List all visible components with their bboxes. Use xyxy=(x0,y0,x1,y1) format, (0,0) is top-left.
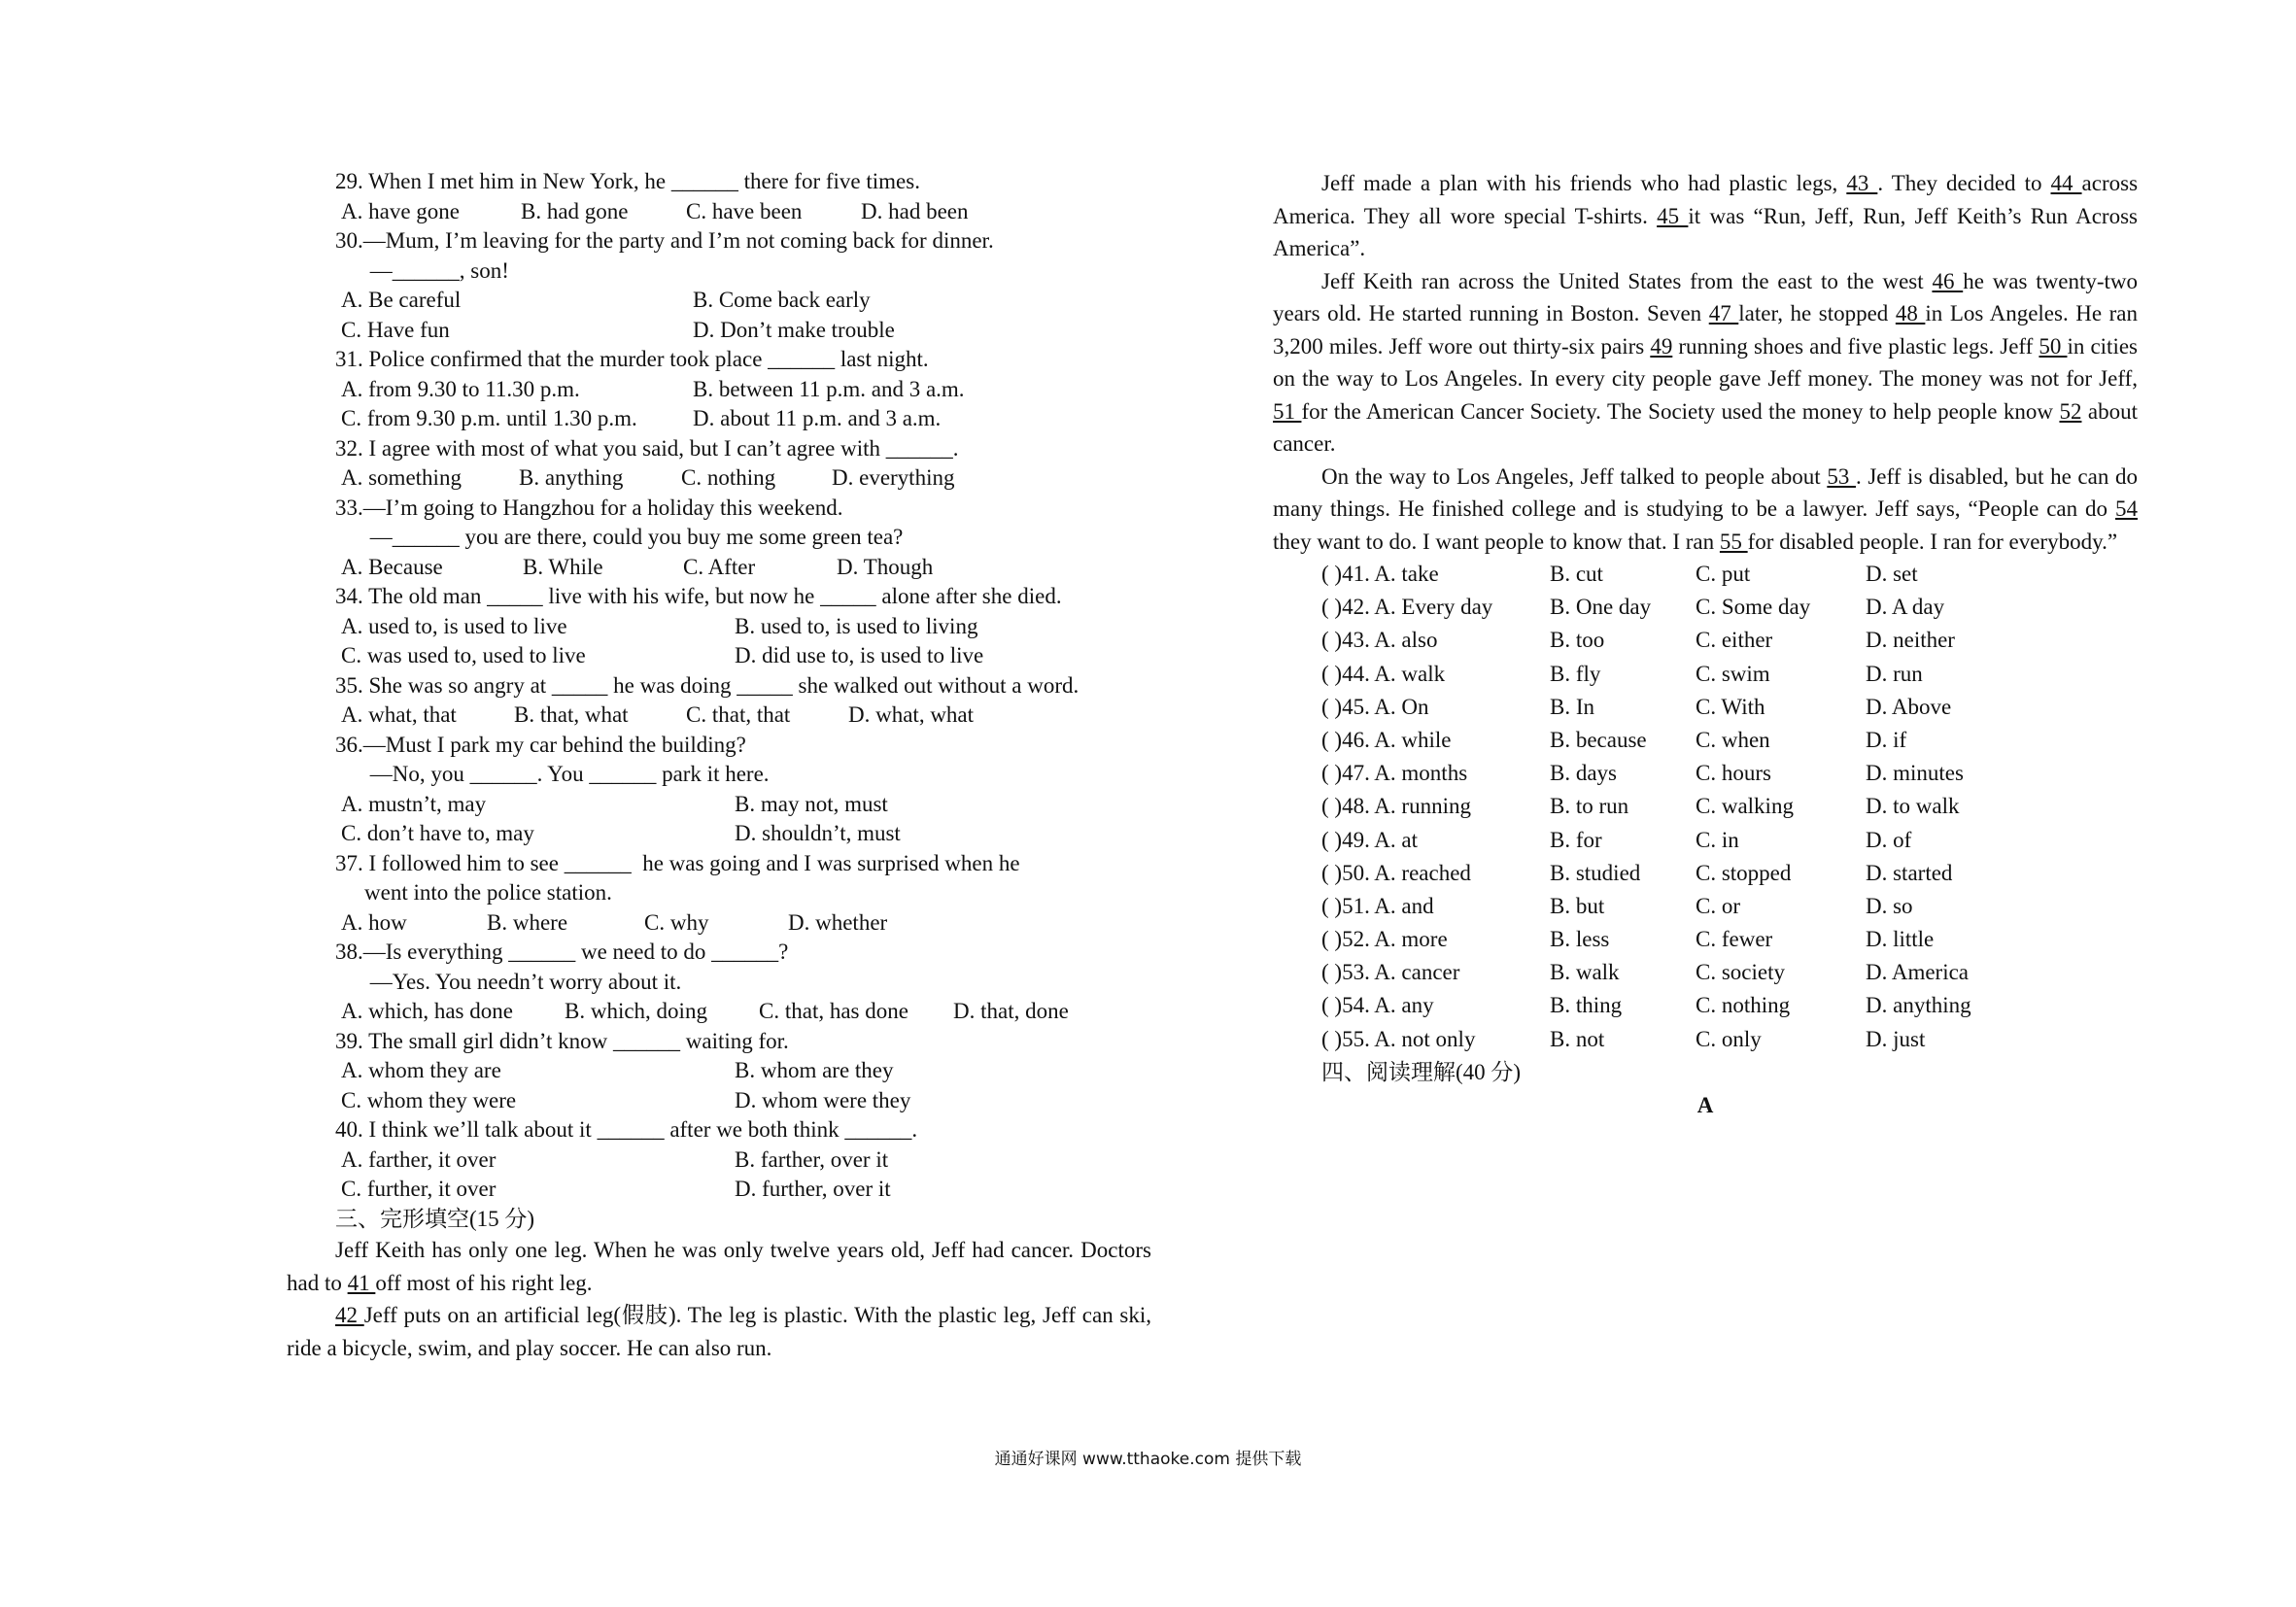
cloze-paragraph-p2 xyxy=(1273,265,2138,461)
option-text: B. too xyxy=(1550,628,1605,653)
option-row xyxy=(287,790,1151,820)
option-text: D. America xyxy=(1866,960,1970,985)
option-text: ( )42. A. Every day xyxy=(1321,595,1493,620)
question-line xyxy=(287,345,1151,375)
option-row xyxy=(287,197,1151,227)
cloze-blank-41: 41 xyxy=(347,1270,376,1295)
question-line xyxy=(287,226,1151,256)
cloze-text: Jeff Keith ran across the United States from the east to the west xyxy=(1321,268,1933,293)
option-text: D. of xyxy=(1866,827,1912,852)
option-text: D. further, over it xyxy=(735,1177,891,1201)
option-text: A. what, that xyxy=(341,702,457,727)
option-row xyxy=(1273,658,2138,691)
option-row xyxy=(287,997,1151,1027)
option-text: C. whom they were xyxy=(341,1087,517,1112)
option-text: B. had gone xyxy=(521,198,629,223)
option-text: C. either xyxy=(1696,628,1773,653)
option-row xyxy=(287,701,1151,731)
option-text: ( )45. A. On xyxy=(1321,694,1429,719)
option-row xyxy=(1273,1023,2138,1056)
option-text: D. everything xyxy=(832,465,955,490)
option-text: ( )54. A. any xyxy=(1321,993,1434,1018)
cloze-text: On the way to Los Angeles, Jeff talked to people about xyxy=(1321,463,1828,489)
left-column xyxy=(287,167,1151,1364)
option-row xyxy=(287,641,1151,671)
option-text: B. Come back early xyxy=(693,288,871,312)
option-text: B. which, doing xyxy=(565,999,707,1023)
option-text: C. society xyxy=(1696,960,1785,985)
option-text: B. but xyxy=(1550,893,1605,918)
option-text: C. nothing xyxy=(681,465,776,490)
option-text: D. so xyxy=(1866,893,1913,918)
cloze-blank: 44 xyxy=(2050,171,2082,195)
option-text: B. less xyxy=(1550,927,1610,952)
option-text: D. whether xyxy=(788,909,888,935)
option-row xyxy=(287,819,1151,849)
option-text: C. nothing xyxy=(1696,993,1791,1018)
cloze-text: about cancer. xyxy=(1273,398,2138,456)
option-text: B. whom are they xyxy=(735,1058,894,1082)
question-line xyxy=(287,878,1151,908)
option-row xyxy=(1273,591,2138,624)
option-text: D. that, done xyxy=(953,999,1069,1023)
option-row xyxy=(287,463,1151,494)
cloze-paragraph-1 xyxy=(287,1234,1151,1299)
option-text: C. or xyxy=(1696,893,1740,918)
section-heading-a: A xyxy=(1696,1092,1714,1117)
option-row xyxy=(287,553,1151,583)
option-text: B. because xyxy=(1550,727,1647,752)
question-line xyxy=(287,582,1151,612)
line-text: 38.—Is everything ______ we need to do ______? xyxy=(335,940,789,964)
question-line xyxy=(287,849,1151,879)
option-text: ( )51. A. and xyxy=(1321,893,1434,918)
option-text: C. walking xyxy=(1696,794,1794,819)
line-text: 37. I followed him to see ______ he was going and I was surprised when he xyxy=(335,850,1020,875)
option-text: B. not xyxy=(1550,1026,1605,1051)
option-row xyxy=(287,1175,1151,1205)
option-row xyxy=(1273,857,2138,890)
option-text: C. further, it over xyxy=(341,1177,497,1201)
line-text: 33.—I’m going to Hangzhou for a holiday this weekend. xyxy=(335,495,843,520)
option-text: B. used to, is used to living xyxy=(735,613,978,638)
option-text: D. started xyxy=(1866,860,1953,885)
cloze-text: Jeff made a plan with his friends who had plastic legs, xyxy=(1321,171,1847,195)
option-text: B. for xyxy=(1550,827,1602,852)
option-text: D. set xyxy=(1866,562,1918,586)
option-text: C. hours xyxy=(1696,761,1771,786)
option-row xyxy=(287,375,1151,405)
cloze-blank: 51 xyxy=(1273,398,1302,424)
option-row xyxy=(287,612,1151,642)
line-text: 40. I think we’ll talk about it ______ after we both think ______. xyxy=(335,1117,918,1142)
line-text: 29. When I met him in New York, he ______ there for five times. xyxy=(335,169,920,193)
cloze-text: it was “Run, Jeff, Run, Jeff Keith’s Run Across America”. xyxy=(1273,203,2138,260)
option-row xyxy=(287,908,1151,939)
cloze-blank: 54 xyxy=(2115,496,2138,521)
cloze-text: off most of his right leg. xyxy=(375,1270,593,1295)
cloze-blank-42: 42 xyxy=(335,1303,364,1327)
cloze-blank: 55 xyxy=(1719,529,1748,554)
question-line xyxy=(287,434,1151,464)
cloze-blank: 53 xyxy=(1827,463,1856,489)
option-text: B. where xyxy=(487,909,568,935)
option-row xyxy=(287,286,1151,316)
option-row xyxy=(287,1086,1151,1116)
option-text: D. Though xyxy=(837,554,934,579)
option-text: A. whom they are xyxy=(341,1058,501,1082)
option-text: B. farther, over it xyxy=(735,1146,889,1172)
option-text: B. fly xyxy=(1550,661,1601,686)
right-column xyxy=(1273,167,2138,1122)
option-row xyxy=(1273,890,2138,923)
option-text: C. in xyxy=(1696,827,1739,852)
question-line xyxy=(287,731,1151,761)
option-text: C. With xyxy=(1696,694,1765,719)
question-line xyxy=(287,523,1151,553)
question-line xyxy=(287,1115,1151,1145)
question-line xyxy=(287,760,1151,790)
option-text: C. that, that xyxy=(686,702,791,727)
cloze-blank: 43 xyxy=(1846,171,1878,195)
cloze-blank: 52 xyxy=(2059,398,2082,424)
option-row xyxy=(1273,923,2138,956)
cloze-paragraph-p1 xyxy=(1273,167,2138,265)
option-row xyxy=(1273,724,2138,757)
option-text: B. studied xyxy=(1550,860,1641,885)
option-text: C. don’t have to, may xyxy=(341,821,534,845)
option-text: A. from 9.30 to 11.30 p.m. xyxy=(341,376,580,401)
option-text: B. may not, must xyxy=(735,791,888,816)
question-line xyxy=(287,494,1151,524)
option-text: D. what, what xyxy=(848,702,975,727)
option-text: B. that, what xyxy=(514,702,629,727)
option-text: D. minutes xyxy=(1866,761,1964,786)
option-text: A. how xyxy=(341,909,407,935)
option-row xyxy=(287,316,1151,346)
option-text: C. that, has done xyxy=(759,999,908,1023)
cloze-text: for the American Cancer Society. The Society used the money to help people know xyxy=(1301,398,2060,424)
cloze-text: . Jeff is disabled, but he can do many things. He finished college and is studying to be a lawyer. Jeff says, “People can do xyxy=(1273,463,2138,521)
option-row xyxy=(287,1056,1151,1086)
option-text: ( )55. A. not only xyxy=(1321,1026,1476,1051)
cloze-text: in cities on the way to Los Angeles. In every city people gave Jeff money. The money was not for Jeff, xyxy=(1273,333,2138,391)
option-text: ( )48. A. running xyxy=(1321,794,1471,819)
option-text: B. walk xyxy=(1550,960,1620,985)
option-text: C. from 9.30 p.m. until 1.30 p.m. xyxy=(341,406,637,430)
cloze-text: running shoes and five plastic legs. Jeff xyxy=(1672,333,2039,359)
line-text: —No, you ______. You ______ park it here. xyxy=(364,762,770,786)
question-line xyxy=(287,256,1151,287)
option-text: A. which, has done xyxy=(341,999,513,1023)
cloze-text: across America. They all wore special T-shirts. xyxy=(1273,171,2139,228)
cloze-text: Jeff Keith has only one leg. When he was only twelve years old, Jeff had cancer. Doctors had to xyxy=(287,1238,1151,1295)
cloze-text: Jeff puts on an artificial leg(假肢). The leg is plastic. With the plastic leg, Jeff can ski, ride a bicycle, swim, and play soccer. He can also run. xyxy=(287,1303,1152,1360)
cloze-blank: 50 xyxy=(2039,333,2068,359)
option-text: D. Above xyxy=(1866,694,1952,719)
option-text: B. days xyxy=(1550,761,1617,786)
option-text: C. when xyxy=(1696,727,1770,752)
cloze-text: . They decided to xyxy=(1877,171,2051,195)
option-text: ( )52. A. more xyxy=(1321,927,1448,952)
option-text: A. have gone xyxy=(341,198,460,223)
option-text: C. Some day xyxy=(1696,595,1811,620)
cloze-text: in Los Angeles. He ran 3,200 miles. Jeff wore out thirty-six pairs xyxy=(1273,301,2138,359)
option-text: B. One day xyxy=(1550,595,1652,620)
line-text: —______, son! xyxy=(364,257,509,283)
line-text: —______ you are there, could you buy me some green tea? xyxy=(364,525,904,549)
option-text: ( )44. A. walk xyxy=(1321,661,1446,686)
line-text: 32. I agree with most of what you said, but I can’t agree with ______. xyxy=(335,435,959,461)
cloze-blank: 49 xyxy=(1650,333,1673,359)
option-text: A. Be careful xyxy=(341,288,462,312)
option-row xyxy=(1273,691,2138,724)
cloze-blank: 47 xyxy=(1708,301,1739,325)
option-text: C. swim xyxy=(1696,661,1770,686)
option-text: ( )46. A. while xyxy=(1321,727,1452,752)
cloze-blank: 48 xyxy=(1895,301,1926,325)
cloze-blank: 45 xyxy=(1657,203,1689,228)
option-text: D. to walk xyxy=(1866,794,1960,819)
line-text: 三、完形填空(15 分) xyxy=(335,1206,535,1231)
option-text: C. Have fun xyxy=(341,317,450,342)
option-text: C. fewer xyxy=(1696,927,1773,952)
line-text: 31. Police confirmed that the murder took place ______ last night. xyxy=(335,347,929,371)
line-text: 34. The old man _____ live with his wife, but now he _____ alone after she died. xyxy=(335,584,1062,608)
option-text: ( )43. A. also xyxy=(1321,628,1438,653)
option-text: B. In xyxy=(1550,694,1594,719)
option-row xyxy=(1273,989,2138,1022)
option-text: A. farther, it over xyxy=(341,1146,497,1172)
line-text: 35. She was so angry at _____ he was doing _____ she walked out without a word. xyxy=(335,672,1079,698)
option-text: B. to run xyxy=(1550,794,1629,819)
option-text: D. if xyxy=(1866,727,1907,752)
option-text: C. put xyxy=(1696,562,1751,586)
question-line xyxy=(287,938,1151,968)
option-text: C. After xyxy=(683,554,756,579)
footer-source: 通通好课网 www.tthaoke.com 提供下载 xyxy=(994,1450,1302,1469)
option-text: A. something xyxy=(341,465,462,490)
option-row xyxy=(1273,824,2138,857)
option-text: D. just xyxy=(1866,1026,1926,1051)
cloze-paragraph-2 xyxy=(287,1299,1151,1364)
option-text: D. did use to, is used to live xyxy=(735,643,984,667)
cloze-text: later, he stopped xyxy=(1738,301,1896,325)
option-text: C. why xyxy=(644,909,709,935)
option-text: B. between 11 p.m. and 3 a.m. xyxy=(693,376,965,401)
option-text: D. about 11 p.m. and 3 a.m. xyxy=(693,406,942,430)
option-row xyxy=(1273,558,2138,591)
option-text: C. only xyxy=(1696,1026,1762,1051)
option-text: D. had been xyxy=(861,198,969,223)
option-text: C. stopped xyxy=(1696,860,1792,885)
option-text: A. Because xyxy=(341,554,443,579)
question-line xyxy=(287,167,1151,197)
cloze-options xyxy=(1273,558,2138,1056)
option-text: B. While xyxy=(523,554,603,579)
option-row xyxy=(1273,624,2138,657)
option-row xyxy=(1273,790,2138,823)
option-text: D. run xyxy=(1866,661,1923,686)
cloze-text: they want to do. I want people to know that. I ran xyxy=(1273,529,1720,554)
option-text: ( )47. A. months xyxy=(1321,761,1468,786)
option-text: A. mustn’t, may xyxy=(341,791,487,816)
cloze-blank: 46 xyxy=(1932,268,1964,293)
option-text: D. Don’t make trouble xyxy=(693,317,895,342)
option-text: B. thing xyxy=(1550,993,1623,1018)
section-heading-reading: 四、阅读理解(40 分) xyxy=(1321,1059,1522,1084)
option-row xyxy=(1273,956,2138,989)
line-text: 30.—Mum, I’m leaving for the party and I’m not coming back for dinner. xyxy=(335,228,994,253)
cloze-paragraph-p3 xyxy=(1273,461,2138,559)
option-text: D. whom were they xyxy=(735,1087,911,1112)
cloze-text: he was twenty-two years old. He started running in Boston. Seven xyxy=(1273,268,2139,325)
question-line xyxy=(287,1027,1151,1057)
question-line xyxy=(287,968,1151,998)
line-text: 39. The small girl didn’t know ______ waiting for. xyxy=(335,1028,789,1053)
option-text: ( )53. A. cancer xyxy=(1321,960,1460,985)
question-line xyxy=(287,1205,1151,1235)
option-text: D. little xyxy=(1866,927,1935,952)
option-text: ( )50. A. reached xyxy=(1321,860,1471,885)
option-text: C. was used to, used to live xyxy=(341,643,586,667)
option-row xyxy=(1273,757,2138,790)
option-text: ( )41. A. take xyxy=(1321,562,1439,586)
line-text: went into the police station. xyxy=(364,880,612,905)
option-text: A. used to, is used to live xyxy=(341,613,567,638)
option-row xyxy=(287,404,1151,434)
option-text: D. shouldn’t, must xyxy=(735,821,901,845)
option-text: B. anything xyxy=(519,465,624,490)
line-text: 36.—Must I park my car behind the building? xyxy=(335,732,746,757)
option-text: D. neither xyxy=(1866,628,1955,653)
option-text: B. cut xyxy=(1550,562,1603,586)
option-text: ( )49. A. at xyxy=(1321,827,1419,852)
question-line xyxy=(287,671,1151,701)
cloze-text: for disabled people. I ran for everybody.” xyxy=(1747,529,2118,554)
line-text: —Yes. You needn’t worry about it. xyxy=(364,969,682,994)
option-row xyxy=(287,1145,1151,1176)
option-text: D. A day xyxy=(1866,595,1945,620)
option-text: D. anything xyxy=(1866,993,1971,1018)
option-text: C. have been xyxy=(686,198,803,223)
